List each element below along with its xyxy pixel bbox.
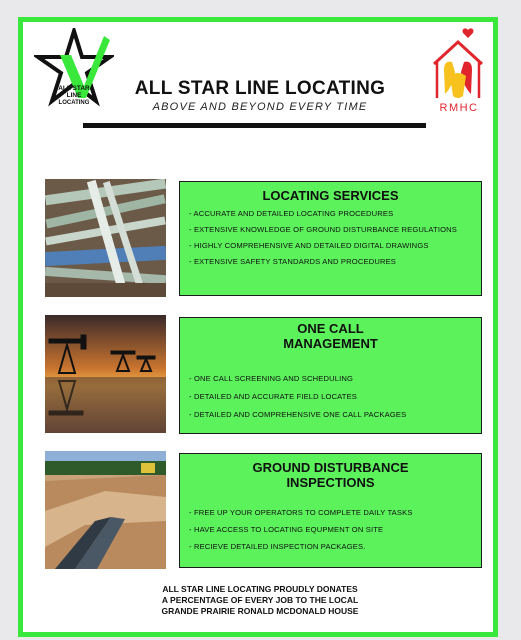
donation-footer [60,584,460,617]
list-item: - EXTENSIVE KNOWLEDGE OF GROUND DISTURBANCE REGULATIONS [189,225,458,234]
section-title: GROUND DISTURBANCE [252,460,409,475]
list-item: - DETAILED AND ACCURATE FIELD LOCATES [189,392,358,401]
rmhc-text: RMHC [439,102,479,114]
tagline: ABOVE AND BEYOND EVERY TIME [152,101,368,113]
list-item: - FREE UP YOUR OPERATORS TO COMPLETE DAILY TASKS [189,508,413,517]
footer-line: GRANDE PRAIRIE RONALD MCDONALD HOUSE [161,606,359,616]
section-title: ONE CALL [297,321,364,336]
bullet-list [180,504,481,555]
logo-line-1: ALL STAR [58,85,90,92]
rmhc-logo [428,26,490,116]
list-item: - HAVE ACCESS TO LOCATING EQUPMENT ON SITE [189,525,384,534]
list-item: - RECIEVE DETAILED INSPECTION PACKAGES. [189,542,366,551]
list-item: - ACCURATE AND DETAILED LOCATING PROCEDURES [189,209,394,218]
bullet-list [180,206,481,270]
section-title-line-2: INSPECTIONS [286,475,375,490]
one-call-management-panel [179,317,482,434]
footer-line: ALL STAR LINE LOCATING PROUDLY DONATES [162,584,358,594]
logo-line-3: LOCATING [58,100,90,106]
pipeline-trench-photo [45,451,166,569]
list-item: - ONE CALL SCREENING AND SCHEDULING [189,374,354,383]
section-title: LOCATING SERVICES [262,188,399,203]
footer-line: A PERCENTAGE OF EVERY JOB TO THE LOCAL [161,595,359,605]
pumpjacks-photo [45,315,166,433]
bullet-list [180,370,481,424]
ground-disturbance-panel [179,453,482,568]
star-icon [34,28,114,110]
header-divider [83,123,426,128]
pipes-photo [45,179,166,297]
list-item: - DETAILED AND COMPREHENSIVE ONE CALL PACKAGES [189,410,407,419]
all-star-logo [34,28,114,110]
section-title-line-2: MANAGEMENT [283,336,378,351]
page-title: ALL STAR LINE LOCATING [134,78,386,99]
list-item: - HIGHLY COMPREHENSIVE AND DETAILED DIGITAL DRAWINGS [189,241,429,250]
logo-line-2: LINE [66,92,82,99]
locating-services-panel [179,181,482,296]
house-hands-icon [428,26,490,116]
list-item: - EXTENSIVE SAFETY STANDARDS AND PROCEDURES [189,257,397,266]
